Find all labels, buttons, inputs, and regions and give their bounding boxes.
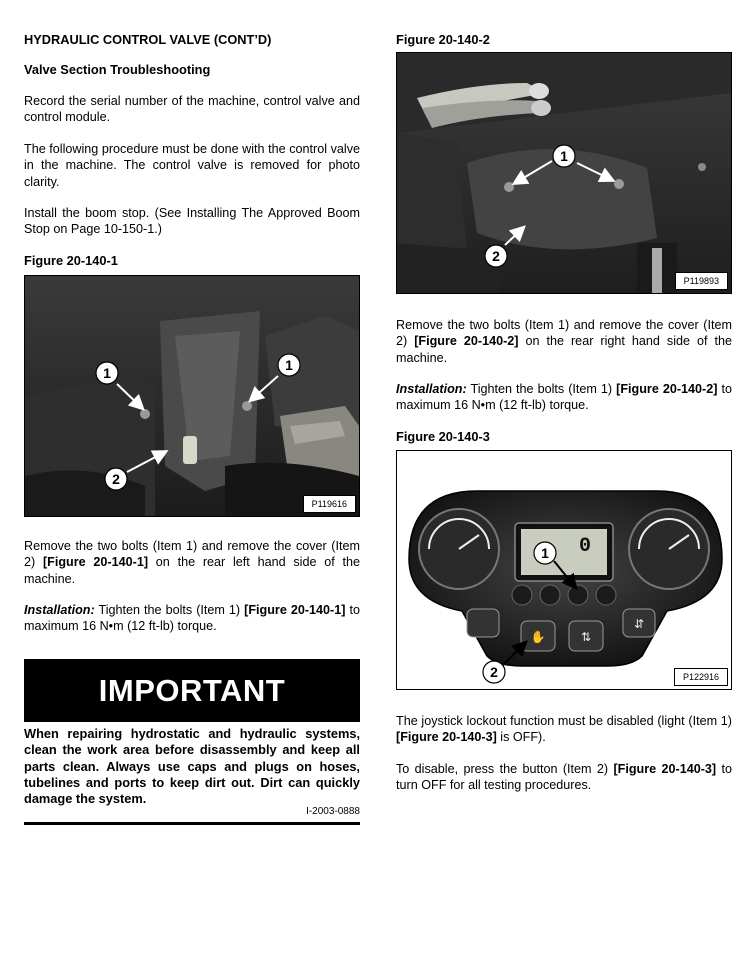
svg-text:2: 2: [492, 248, 500, 264]
important-text: When repairing hydrostatic and hydraulic systems, clean the work area before disassembly and keep all parts clean. Always use caps and plugs on hoses, tubelines and ports to keep dirt out. Dirt can quickly damage the system.: [24, 726, 360, 807]
figure-20-140-3-photo: [397, 451, 731, 689]
svg-text:2: 2: [112, 471, 120, 487]
callout-2: [483, 661, 505, 683]
figure-20-140-2: [396, 52, 732, 294]
paragraph-record-serial: Record the serial number of the machine, control valve and control module.: [24, 94, 360, 125]
paragraph-disable-button: To disable, press the button (Item 2) [Figure 20-140-3] to turn OFF for all testing procedures.: [396, 762, 732, 793]
svg-text:1: 1: [103, 365, 111, 381]
important-heading: IMPORTANT: [24, 659, 360, 722]
svg-text:⇅: ⇅: [580, 630, 592, 644]
subsection-title: Valve Section Troubleshooting: [24, 62, 211, 77]
svg-text:⇵: ⇵: [633, 617, 645, 631]
figure-code: P119893: [675, 272, 728, 290]
callout-2: [485, 245, 507, 267]
paragraph-boom-stop: Install the boom stop. (See Installing The Approved Boom Stop on Page 10-150-1.): [24, 206, 360, 237]
callout-1-left: [96, 362, 118, 384]
paragraph-remove-bolts-right: Remove the two bolts (Item 1) and remove the cover (Item 2) [Figure 20-140-2] on the rear right hand side of the machine.: [396, 318, 733, 365]
figure-code: P119616: [303, 495, 356, 513]
figure-20-140-2-title: Figure 20-140-2: [396, 32, 490, 47]
paragraph-joystick-lockout: The joystick lockout function must be disabled (light (Item 1) [Figure 20-140-3] is OFF).: [396, 714, 732, 745]
callout-1-right: [278, 354, 300, 376]
paragraph-installation-left: Installation: Tighten the bolts (Item 1) [Figure 20-140-1] to maximum 16 N•m (12 ft-lb) torque.: [24, 603, 360, 634]
important-code: I-2003-0888: [306, 806, 360, 817]
important-divider: [24, 822, 360, 825]
figure-code: P122916: [674, 668, 728, 686]
paragraph-remove-bolts-left: Remove the two bolts (Item 1) and remove the cover (Item 2) [Figure 20-140-1] on the rear left hand side of the machine.: [24, 539, 361, 586]
svg-text:1: 1: [560, 148, 568, 164]
svg-text:2: 2: [490, 664, 498, 680]
figure-20-140-1: [24, 275, 360, 517]
figure-20-140-3-title: Figure 20-140-3: [396, 429, 490, 444]
section-title: HYDRAULIC CONTROL VALVE (CONT’D): [24, 32, 272, 47]
paragraph-procedure-note: The following procedure must be done with the control valve in the machine. The control valve is removed for photo clarity.: [24, 142, 360, 189]
callout-1: [553, 145, 575, 167]
display-digit: 0: [578, 535, 591, 558]
figure-20-140-1-title: Figure 20-140-1: [24, 253, 118, 268]
callout-2: [105, 468, 127, 490]
callout-1: [534, 542, 556, 564]
svg-text:1: 1: [285, 357, 293, 373]
svg-text:✋: ✋: [530, 630, 546, 644]
svg-text:1: 1: [541, 545, 549, 561]
paragraph-installation-right: Installation: Tighten the bolts (Item 1) [Figure 20-140-2] to maximum 16 N•m (12 ft-lb) torque.: [396, 382, 732, 413]
figure-20-140-3: [396, 450, 732, 690]
figure-20-140-1-photo: [25, 276, 359, 516]
figure-20-140-2-photo: [397, 53, 731, 293]
